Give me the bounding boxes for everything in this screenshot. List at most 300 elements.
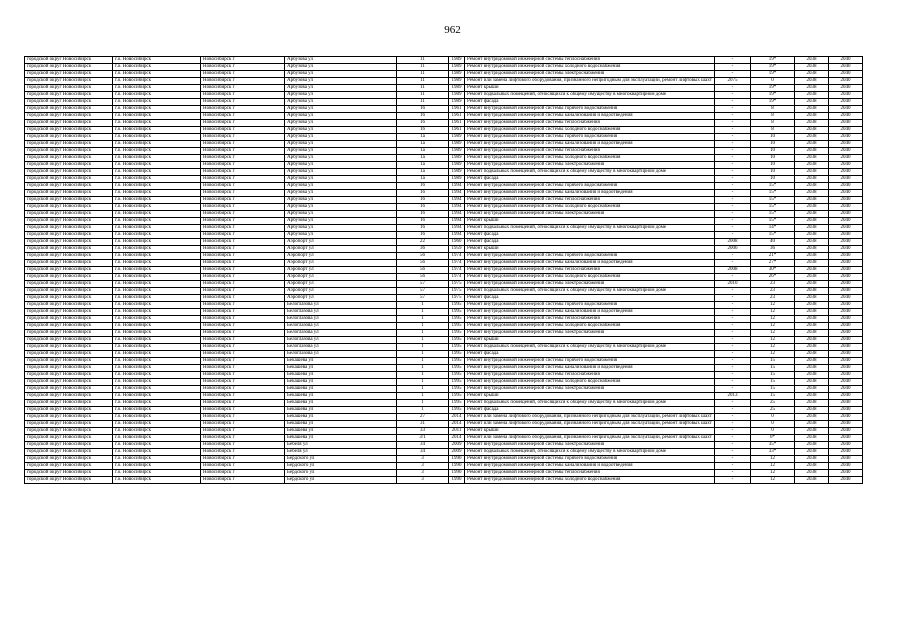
city-cell: Новосибирск г bbox=[201, 442, 285, 449]
wear-percent-cell: 23 bbox=[751, 288, 795, 295]
district-cell: г.о. Новосибирск bbox=[113, 442, 201, 449]
municipality-cell: городской округ Новосибирск bbox=[25, 316, 113, 323]
district-cell: г.о. Новосибирск bbox=[113, 141, 201, 148]
plan-start-cell: 2038 bbox=[795, 162, 829, 169]
plan-end-cell: 2040 bbox=[829, 393, 863, 400]
city-cell: Новосибирск г bbox=[201, 449, 285, 456]
city-cell: Новосибирск г bbox=[201, 421, 285, 428]
last-repair-year-cell: - bbox=[715, 85, 751, 92]
house-number-cell: 22 bbox=[397, 239, 449, 246]
last-repair-year-cell: - bbox=[715, 470, 751, 477]
house-number-cell: 16 bbox=[397, 106, 449, 113]
plan-start-cell: 2038 bbox=[795, 344, 829, 351]
street-cell: Аэропорт ул bbox=[285, 253, 397, 260]
wear-percent-cell: 27* bbox=[751, 260, 795, 267]
plan-end-cell: 2040 bbox=[829, 386, 863, 393]
street-cell: Аэропорт ул bbox=[285, 295, 397, 302]
last-repair-year-cell: - bbox=[715, 155, 751, 162]
plan-end-cell: 2040 bbox=[829, 64, 863, 71]
table-row bbox=[25, 470, 863, 477]
plan-start-cell: 2038 bbox=[795, 281, 829, 288]
wear-percent-cell: 19* bbox=[751, 64, 795, 71]
district-cell: г.о. Новосибирск bbox=[113, 176, 201, 183]
municipality-cell: городской округ Новосибирск bbox=[25, 274, 113, 281]
plan-start-cell: 2038 bbox=[795, 330, 829, 337]
municipality-cell: городской округ Новосибирск bbox=[25, 204, 113, 211]
table-row bbox=[25, 57, 863, 64]
house-number-cell: 1 bbox=[397, 365, 449, 372]
wear-percent-cell: 0* bbox=[751, 435, 795, 442]
wear-percent-cell: 23 bbox=[751, 281, 795, 288]
last-repair-year-cell: - bbox=[715, 232, 751, 239]
street-cell: Бекашева ул bbox=[285, 372, 397, 379]
house-number-cell: 11 bbox=[397, 92, 449, 99]
repair-schedule-table bbox=[24, 56, 863, 484]
district-cell: г.о. Новосибирск bbox=[113, 379, 201, 386]
last-repair-year-cell: - bbox=[715, 372, 751, 379]
last-repair-year-cell: - bbox=[715, 274, 751, 281]
table-row bbox=[25, 316, 863, 323]
plan-start-cell: 2038 bbox=[795, 141, 829, 148]
plan-start-cell: 2038 bbox=[795, 456, 829, 463]
work-type-cell: Ремонт фасада bbox=[465, 351, 715, 358]
build-year-cell: 1994 bbox=[449, 183, 465, 190]
street-cell: Арбузова ул bbox=[285, 141, 397, 148]
district-cell: г.о. Новосибирск bbox=[113, 386, 201, 393]
work-type-cell: Ремонт внутридомовой инженерной системы теплоснабжения bbox=[465, 120, 715, 127]
street-cell: Белоглазова ул bbox=[285, 351, 397, 358]
work-type-cell: Ремонт внутридомовой инженерной системы электроснабжения bbox=[465, 162, 715, 169]
municipality-cell: городской округ Новосибирск bbox=[25, 246, 113, 253]
last-repair-year-cell: - bbox=[715, 414, 751, 421]
plan-end-cell: 2040 bbox=[829, 176, 863, 183]
city-cell: Новосибирск г bbox=[201, 232, 285, 239]
build-year-cell: 1995 bbox=[449, 386, 465, 393]
city-cell: Новосибирск г bbox=[201, 316, 285, 323]
last-repair-year-cell: - bbox=[715, 204, 751, 211]
table-row bbox=[25, 99, 863, 106]
plan-end-cell: 2040 bbox=[829, 344, 863, 351]
district-cell: г.о. Новосибирск bbox=[113, 358, 201, 365]
plan-end-cell: 2040 bbox=[829, 365, 863, 372]
street-cell: Аэропорт ул bbox=[285, 260, 397, 267]
district-cell: г.о. Новосибирск bbox=[113, 190, 201, 197]
wear-percent-cell: 21* bbox=[751, 253, 795, 260]
table-row bbox=[25, 400, 863, 407]
district-cell: г.о. Новосибирск bbox=[113, 288, 201, 295]
last-repair-year-cell: - bbox=[715, 477, 751, 484]
last-repair-year-cell: - bbox=[715, 421, 751, 428]
last-repair-year-cell: 2013 bbox=[715, 393, 751, 400]
district-cell: г.о. Новосибирск bbox=[113, 372, 201, 379]
plan-end-cell: 2040 bbox=[829, 204, 863, 211]
table-row bbox=[25, 246, 863, 253]
municipality-cell: городской округ Новосибирск bbox=[25, 218, 113, 225]
wear-percent-cell: 19* bbox=[751, 92, 795, 99]
work-type-cell: Ремонт внутридомовой инженерной системы теплоснабжения bbox=[465, 316, 715, 323]
municipality-cell: городской округ Новосибирск bbox=[25, 120, 113, 127]
plan-end-cell: 2040 bbox=[829, 449, 863, 456]
city-cell: Новосибирск г bbox=[201, 281, 285, 288]
wear-percent-cell: 12 bbox=[751, 330, 795, 337]
street-cell: Бекашева ул bbox=[285, 365, 397, 372]
page-number: 962 bbox=[444, 24, 461, 36]
plan-start-cell: 2038 bbox=[795, 211, 829, 218]
municipality-cell: городской округ Новосибирск bbox=[25, 400, 113, 407]
plan-end-cell: 2040 bbox=[829, 414, 863, 421]
street-cell: Арбузова ул bbox=[285, 204, 397, 211]
district-cell: г.о. Новосибирск bbox=[113, 113, 201, 120]
municipality-cell: городской округ Новосибирск bbox=[25, 211, 113, 218]
district-cell: г.о. Новосибирск bbox=[113, 85, 201, 92]
wear-percent-cell: 12 bbox=[751, 463, 795, 470]
last-repair-year-cell: - bbox=[715, 386, 751, 393]
work-type-cell: Ремонт крыши bbox=[465, 85, 715, 92]
table-row bbox=[25, 148, 863, 155]
table-row bbox=[25, 288, 863, 295]
street-cell: Бекашева ул bbox=[285, 435, 397, 442]
plan-end-cell: 2040 bbox=[829, 260, 863, 267]
city-cell: Новосибирск г bbox=[201, 267, 285, 274]
build-year-cell: 2014 bbox=[449, 435, 465, 442]
district-cell: г.о. Новосибирск bbox=[113, 449, 201, 456]
district-cell: г.о. Новосибирск bbox=[113, 64, 201, 71]
work-type-cell: Ремонт внутридомовой инженерной системы холодного водоснабжения bbox=[465, 274, 715, 281]
wear-percent-cell: 14* bbox=[751, 225, 795, 232]
wear-percent-cell: 15* bbox=[751, 232, 795, 239]
plan-start-cell: 2038 bbox=[795, 386, 829, 393]
work-type-cell: Ремонт фасада bbox=[465, 232, 715, 239]
work-type-cell: Ремонт крыши bbox=[465, 428, 715, 435]
house-number-cell: 3 bbox=[397, 477, 449, 484]
table-row bbox=[25, 183, 863, 190]
last-repair-year-cell: - bbox=[715, 71, 751, 78]
plan-end-cell: 2040 bbox=[829, 470, 863, 477]
district-cell: г.о. Новосибирск bbox=[113, 71, 201, 78]
work-type-cell: Ремонт подвальных помещений, относящихся к общему имуществу в многоквартирном доме bbox=[465, 449, 715, 456]
last-repair-year-cell: - bbox=[715, 162, 751, 169]
wear-percent-cell: 36 bbox=[751, 246, 795, 253]
table-row bbox=[25, 344, 863, 351]
build-year-cell: 1990 bbox=[449, 456, 465, 463]
last-repair-year-cell: 2006 bbox=[715, 246, 751, 253]
city-cell: Новосибирск г bbox=[201, 274, 285, 281]
table-row bbox=[25, 134, 863, 141]
house-number-cell: 1 bbox=[397, 337, 449, 344]
build-year-cell: 1995 bbox=[449, 330, 465, 337]
city-cell: Новосибирск г bbox=[201, 393, 285, 400]
last-repair-year-cell: - bbox=[715, 253, 751, 260]
plan-start-cell: 2038 bbox=[795, 120, 829, 127]
district-cell: г.о. Новосибирск bbox=[113, 477, 201, 484]
house-number-cell: 11 bbox=[397, 57, 449, 64]
wear-percent-cell: 10 bbox=[751, 176, 795, 183]
house-number-cell: 16 bbox=[397, 127, 449, 134]
work-type-cell: Ремонт внутридомовой инженерной системы канализования и водоотведения bbox=[465, 113, 715, 120]
city-cell: Новосибирск г bbox=[201, 470, 285, 477]
work-type-cell: Ремонт подвальных помещений, относящихся к общему имуществу в многоквартирном доме bbox=[465, 288, 715, 295]
work-type-cell: Ремонт или замена лифтового оборудования, признанного непригодным для эксплуатации, ремонт лифтовых шахт bbox=[465, 414, 715, 421]
table-row bbox=[25, 302, 863, 309]
wear-percent-cell: 15* bbox=[751, 197, 795, 204]
plan-end-cell: 2040 bbox=[829, 435, 863, 442]
build-year-cell: 1994 bbox=[449, 225, 465, 232]
plan-end-cell: 2040 bbox=[829, 477, 863, 484]
municipality-cell: городской округ Новосибирск bbox=[25, 113, 113, 120]
wear-percent-cell: 8 bbox=[751, 113, 795, 120]
house-number-cell: 1 bbox=[397, 407, 449, 414]
street-cell: Арбузова ул bbox=[285, 148, 397, 155]
plan-end-cell: 2040 bbox=[829, 71, 863, 78]
plan-start-cell: 2038 bbox=[795, 246, 829, 253]
house-number-cell: 1 bbox=[397, 323, 449, 330]
street-cell: Арбузова ул bbox=[285, 99, 397, 106]
municipality-cell: городской округ Новосибирск bbox=[25, 190, 113, 197]
last-repair-year-cell: - bbox=[715, 442, 751, 449]
district-cell: г.о. Новосибирск bbox=[113, 428, 201, 435]
last-repair-year-cell: - bbox=[715, 190, 751, 197]
wear-percent-cell: 12 bbox=[751, 337, 795, 344]
table-row bbox=[25, 358, 863, 365]
house-number-cell: 56 bbox=[397, 267, 449, 274]
plan-start-cell: 2038 bbox=[795, 78, 829, 85]
build-year-cell: 1990 bbox=[449, 470, 465, 477]
wear-percent-cell: 10 bbox=[751, 148, 795, 155]
house-number-cell: 56 bbox=[397, 274, 449, 281]
build-year-cell: 1995 bbox=[449, 379, 465, 386]
municipality-cell: городской округ Новосибирск bbox=[25, 337, 113, 344]
plan-end-cell: 2040 bbox=[829, 267, 863, 274]
plan-start-cell: 2038 bbox=[795, 71, 829, 78]
plan-end-cell: 2040 bbox=[829, 253, 863, 260]
street-cell: Арбузова ул bbox=[285, 78, 397, 85]
city-cell: Новосибирск г bbox=[201, 99, 285, 106]
plan-end-cell: 2040 bbox=[829, 323, 863, 330]
street-cell: Арбузова ул bbox=[285, 155, 397, 162]
plan-start-cell: 2038 bbox=[795, 463, 829, 470]
plan-end-cell: 2040 bbox=[829, 225, 863, 232]
city-cell: Новосибирск г bbox=[201, 141, 285, 148]
build-year-cell: 1995 bbox=[449, 358, 465, 365]
house-number-cell: 16 bbox=[397, 183, 449, 190]
wear-percent-cell: 15 bbox=[751, 386, 795, 393]
build-year-cell: 1989 bbox=[449, 71, 465, 78]
table-row bbox=[25, 323, 863, 330]
municipality-cell: городской округ Новосибирск bbox=[25, 225, 113, 232]
last-repair-year-cell: - bbox=[715, 435, 751, 442]
house-number-cell: 1а bbox=[397, 148, 449, 155]
plan-end-cell: 2040 bbox=[829, 246, 863, 253]
build-year-cell: 1989 bbox=[449, 64, 465, 71]
plan-start-cell: 2038 bbox=[795, 169, 829, 176]
plan-end-cell: 2040 bbox=[829, 232, 863, 239]
street-cell: Арбузова ул bbox=[285, 71, 397, 78]
build-year-cell: 1989 bbox=[449, 99, 465, 106]
municipality-cell: городской округ Новосибирск bbox=[25, 106, 113, 113]
wear-percent-cell: 15* bbox=[751, 204, 795, 211]
municipality-cell: городской округ Новосибирск bbox=[25, 442, 113, 449]
house-number-cell: 1а bbox=[397, 169, 449, 176]
street-cell: Арбузова ул bbox=[285, 218, 397, 225]
municipality-cell: городской округ Новосибирск bbox=[25, 197, 113, 204]
city-cell: Новосибирск г bbox=[201, 253, 285, 260]
table-row bbox=[25, 239, 863, 246]
street-cell: Белоглазова ул bbox=[285, 344, 397, 351]
house-number-cell: 1 bbox=[397, 316, 449, 323]
plan-end-cell: 2040 bbox=[829, 309, 863, 316]
municipality-cell: городской округ Новосибирск bbox=[25, 183, 113, 190]
build-year-cell: 1975 bbox=[449, 295, 465, 302]
plan-start-cell: 2038 bbox=[795, 337, 829, 344]
municipality-cell: городской округ Новосибирск bbox=[25, 393, 113, 400]
plan-start-cell: 2038 bbox=[795, 225, 829, 232]
build-year-cell: 1989 bbox=[449, 57, 465, 64]
plan-start-cell: 2038 bbox=[795, 365, 829, 372]
table-row bbox=[25, 407, 863, 414]
municipality-cell: городской округ Новосибирск bbox=[25, 407, 113, 414]
municipality-cell: городской округ Новосибирск bbox=[25, 372, 113, 379]
plan-end-cell: 2040 bbox=[829, 400, 863, 407]
wear-percent-cell: 15 bbox=[751, 379, 795, 386]
street-cell: Аэропорт ул bbox=[285, 239, 397, 246]
wear-percent-cell: 25 bbox=[751, 400, 795, 407]
wear-percent-cell: 10 bbox=[751, 141, 795, 148]
municipality-cell: городской округ Новосибирск bbox=[25, 302, 113, 309]
last-repair-year-cell: - bbox=[715, 358, 751, 365]
wear-percent-cell: 19* bbox=[751, 99, 795, 106]
wear-percent-cell: 8 bbox=[751, 127, 795, 134]
wear-percent-cell: 12 bbox=[751, 344, 795, 351]
street-cell: Бекашева ул bbox=[285, 393, 397, 400]
plan-end-cell: 2040 bbox=[829, 197, 863, 204]
plan-start-cell: 2038 bbox=[795, 183, 829, 190]
table-row bbox=[25, 176, 863, 183]
plan-start-cell: 2038 bbox=[795, 309, 829, 316]
plan-start-cell: 2038 bbox=[795, 176, 829, 183]
table-row bbox=[25, 78, 863, 85]
plan-start-cell: 2038 bbox=[795, 253, 829, 260]
district-cell: г.о. Новосибирск bbox=[113, 253, 201, 260]
build-year-cell: 1995 bbox=[449, 351, 465, 358]
plan-end-cell: 2040 bbox=[829, 85, 863, 92]
work-type-cell: Ремонт внутридомовой инженерной системы холодного водоснабжения bbox=[465, 204, 715, 211]
work-type-cell: Ремонт внутридомовой инженерной системы холодного водоснабжения bbox=[465, 379, 715, 386]
work-type-cell: Ремонт внутридомовой инженерной системы горячего водоснабжения bbox=[465, 106, 715, 113]
table-row bbox=[25, 106, 863, 113]
street-cell: Арбузова ул bbox=[285, 232, 397, 239]
build-year-cell: 1989 bbox=[449, 155, 465, 162]
build-year-cell: 1990 bbox=[449, 463, 465, 470]
municipality-cell: городской округ Новосибирск bbox=[25, 470, 113, 477]
house-number-cell: 1а bbox=[397, 155, 449, 162]
district-cell: г.о. Новосибирск bbox=[113, 169, 201, 176]
plan-start-cell: 2038 bbox=[795, 113, 829, 120]
house-number-cell: 1 bbox=[397, 302, 449, 309]
district-cell: г.о. Новосибирск bbox=[113, 197, 201, 204]
street-cell: Арбузова ул bbox=[285, 92, 397, 99]
wear-percent-cell: 10 bbox=[751, 155, 795, 162]
plan-start-cell: 2038 bbox=[795, 267, 829, 274]
municipality-cell: городской округ Новосибирск bbox=[25, 386, 113, 393]
city-cell: Новосибирск г bbox=[201, 330, 285, 337]
work-type-cell: Ремонт внутридомовой инженерной системы электроснабжения bbox=[465, 71, 715, 78]
plan-end-cell: 2040 bbox=[829, 421, 863, 428]
table-row bbox=[25, 218, 863, 225]
city-cell: Новосибирск г bbox=[201, 176, 285, 183]
district-cell: г.о. Новосибирск bbox=[113, 218, 201, 225]
plan-start-cell: 2038 bbox=[795, 239, 829, 246]
street-cell: Белоглазова ул bbox=[285, 323, 397, 330]
plan-start-cell: 2038 bbox=[795, 372, 829, 379]
city-cell: Новосибирск г bbox=[201, 162, 285, 169]
plan-end-cell: 2040 bbox=[829, 148, 863, 155]
district-cell: г.о. Новосибирск bbox=[113, 400, 201, 407]
plan-end-cell: 2040 bbox=[829, 316, 863, 323]
municipality-cell: городской округ Новосибирск bbox=[25, 281, 113, 288]
last-repair-year-cell: - bbox=[715, 57, 751, 64]
build-year-cell: 2011 bbox=[449, 428, 465, 435]
last-repair-year-cell: 2008 bbox=[715, 267, 751, 274]
district-cell: г.о. Новосибирск bbox=[113, 211, 201, 218]
city-cell: Новосибирск г bbox=[201, 197, 285, 204]
municipality-cell: городской округ Новосибирск bbox=[25, 344, 113, 351]
plan-end-cell: 2040 bbox=[829, 372, 863, 379]
plan-start-cell: 2038 bbox=[795, 295, 829, 302]
house-number-cell: 3 bbox=[397, 463, 449, 470]
house-number-cell: 1 bbox=[397, 309, 449, 316]
wear-percent-cell: 0 bbox=[751, 414, 795, 421]
street-cell: Арбузова ул bbox=[285, 211, 397, 218]
city-cell: Новосибирск г bbox=[201, 106, 285, 113]
city-cell: Новосибирск г bbox=[201, 225, 285, 232]
municipality-cell: городской округ Новосибирск bbox=[25, 99, 113, 106]
city-cell: Новосибирск г bbox=[201, 407, 285, 414]
wear-percent-cell: 8 bbox=[751, 106, 795, 113]
build-year-cell: 1989 bbox=[449, 162, 465, 169]
plan-start-cell: 2038 bbox=[795, 92, 829, 99]
city-cell: Новосибирск г bbox=[201, 302, 285, 309]
last-repair-year-cell: 2010 bbox=[715, 281, 751, 288]
plan-end-cell: 2040 bbox=[829, 113, 863, 120]
build-year-cell: 2009 bbox=[449, 449, 465, 456]
city-cell: Новосибирск г bbox=[201, 85, 285, 92]
house-number-cell: 1 bbox=[397, 379, 449, 386]
table-row bbox=[25, 267, 863, 274]
plan-end-cell: 2040 bbox=[829, 134, 863, 141]
municipality-cell: городской округ Новосибирск bbox=[25, 323, 113, 330]
last-repair-year-cell: - bbox=[715, 120, 751, 127]
table-row bbox=[25, 120, 863, 127]
table-row bbox=[25, 190, 863, 197]
work-type-cell: Ремонт подвальных помещений, относящихся к общему имуществу в многоквартирном доме bbox=[465, 225, 715, 232]
build-year-cell: 1995 bbox=[449, 393, 465, 400]
work-type-cell: Ремонт внутридомовой инженерной системы теплоснабжения bbox=[465, 148, 715, 155]
street-cell: Арбузова ул bbox=[285, 85, 397, 92]
city-cell: Новосибирск г bbox=[201, 456, 285, 463]
city-cell: Новосибирск г bbox=[201, 57, 285, 64]
wear-percent-cell: 25 bbox=[751, 407, 795, 414]
table-row bbox=[25, 64, 863, 71]
last-repair-year-cell: - bbox=[715, 134, 751, 141]
plan-start-cell: 2038 bbox=[795, 449, 829, 456]
last-repair-year-cell: - bbox=[715, 197, 751, 204]
build-year-cell: 1995 bbox=[449, 400, 465, 407]
table-row bbox=[25, 211, 863, 218]
city-cell: Новосибирск г bbox=[201, 358, 285, 365]
street-cell: Бекашева ул bbox=[285, 379, 397, 386]
last-repair-year-cell: - bbox=[715, 218, 751, 225]
work-type-cell: Ремонт фасада bbox=[465, 99, 715, 106]
